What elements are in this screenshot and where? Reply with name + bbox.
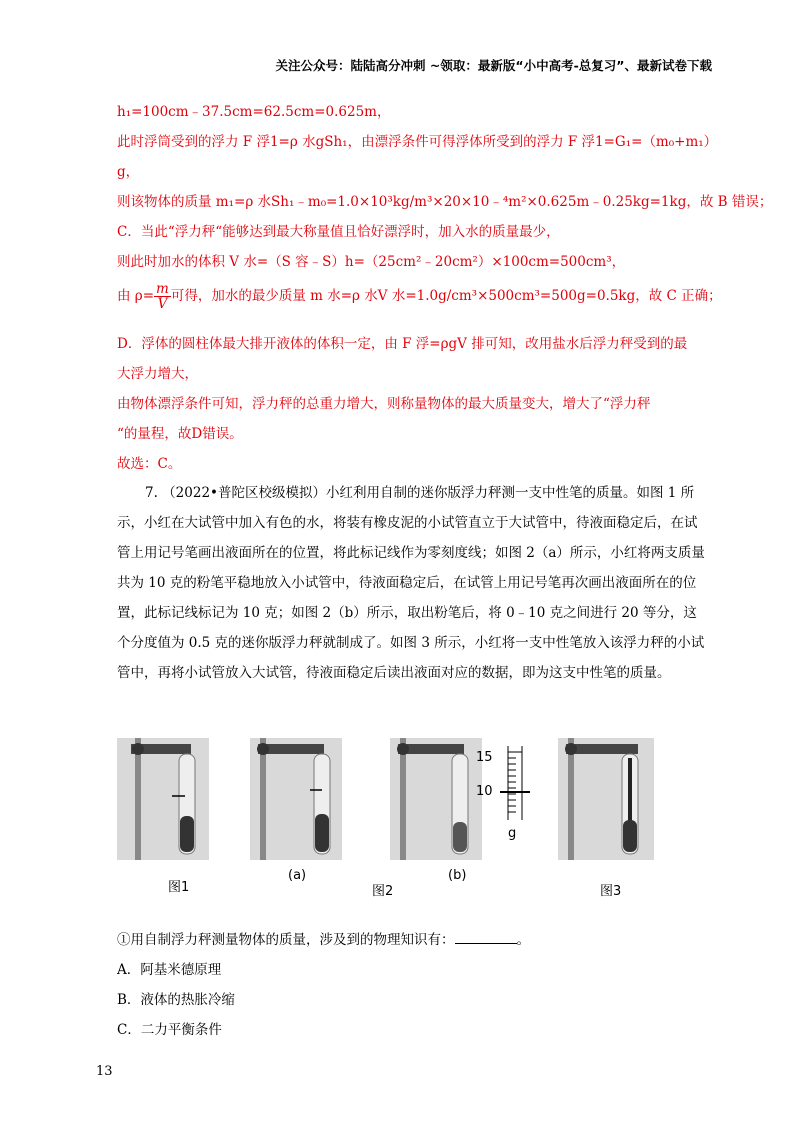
scale-unit: g bbox=[508, 826, 517, 841]
question-text: 7. （2022•普陀区校级模拟）小红利用自制的迷你版浮力秤测一支中性笔的质量。如图 1 所示，小红在大试管中加入有色的水，将装有橡皮泥的小试管直立于大试管中，待液面稳定后，在试管上用记号笔画出液面所在的位置，将此标记线作为零刻度线；如图 2（a）所示，小红将两支质量共为 10 克的粉笔平稳地放入小试管中，待液面稳定后，在试管上用记号笔再次画出液面所在的位置，此标记线标记为 10 克；如图 2（b）所示，取出粉笔后，将 0﹣10 克之间进行 20 等分，这个分度值为 0.5 克的迷你版浮力秤就制成了。如图 3 所示，小红将一支中性笔放入该浮力秤的小试管中，再将小试管放入大试管，待液面稳定后读出液面对应的数据，即为这支中性笔的质量。 bbox=[117, 485, 705, 681]
solution-line: “的量程，故D错误。 bbox=[117, 426, 243, 442]
figure-2a-photo bbox=[250, 738, 342, 860]
question-paragraph bbox=[117, 478, 707, 688]
solution-line: 则此时加水的体积 V 水=（S 容﹣S）h=（25cm²﹣20cm²）×100cm=500cm³， bbox=[117, 254, 626, 270]
figure-2b-photo bbox=[390, 738, 482, 860]
fraction-denominator: V bbox=[157, 296, 168, 312]
option-b: B．液体的热胀冷缩 bbox=[117, 992, 235, 1008]
formula-suffix: 可得，加水的最少质量 m 水=ρ 水V 水=1.0g/cm³×500cm³=500g=0.5kg，故 C 正确； bbox=[170, 288, 722, 304]
figure-2b-caption: (b) bbox=[448, 868, 467, 883]
scale-diagram bbox=[486, 740, 536, 840]
figure-3-photo bbox=[558, 738, 654, 860]
page-header: 关注公众号：陆陆高分冲刺 ~领取：最新版“小中高考-总复习”、最新试卷下载 bbox=[275, 58, 712, 73]
solution-line: h₁=100cm﹣37.5cm=62.5cm=0.625m， bbox=[117, 104, 391, 120]
solution-line: 大浮力增大， bbox=[117, 366, 198, 382]
solution-line: C．当此“浮力秤“能够达到最大称量值且恰好漂浮时，加入水的质量最少， bbox=[117, 224, 560, 240]
solution-line: 此时浮筒受到的浮力 F 浮1=ρ 水gSh₁，由漂浮条件可得浮体所受到的浮力 F 浮1=G₁=（m₀+m₁） bbox=[117, 134, 718, 150]
test-tube-illustration bbox=[250, 738, 342, 860]
figure-1-caption: 图1 bbox=[168, 880, 190, 895]
test-tube-illustration bbox=[558, 738, 654, 860]
solution-line: D．浮体的圆柱体最大排开液体的体积一定，由 F 浮=ρgV 排可知，改用盐水后浮力秤受到的最 bbox=[117, 336, 688, 352]
sub-question-end: 。 bbox=[516, 932, 530, 948]
option-a: A．阿基米德原理 bbox=[117, 962, 222, 978]
test-tube-illustration bbox=[390, 738, 482, 860]
scale-label-10: 10 bbox=[476, 784, 493, 799]
option-c: C．二力平衡条件 bbox=[117, 1022, 222, 1038]
solution-line: 由物体漂浮条件可知，浮力秤的总重力增大，则称量物体的最大质量变大，增大了“浮力秤 bbox=[117, 396, 651, 412]
solution-line-fraction bbox=[117, 282, 722, 311]
fraction bbox=[154, 282, 171, 311]
solution-line: 则该物体的质量 m₁=ρ 水Sh₁﹣m₀=1.0×10³kg/m³×20×10﹣⁴m²×0.625m﹣0.25kg=1kg，故 B 错误； bbox=[117, 194, 773, 210]
sub-question bbox=[117, 928, 530, 948]
sub-question-text: ①用自制浮力秤测量物体的质量，涉及到的物理知识有： bbox=[117, 932, 455, 948]
fraction-numerator: m bbox=[156, 281, 169, 297]
figure-2a-caption: (a) bbox=[288, 868, 307, 883]
answer-blank[interactable] bbox=[455, 931, 517, 944]
formula-prefix: 由 ρ= bbox=[117, 288, 155, 304]
solution-line: g， bbox=[117, 164, 140, 180]
figure-2-caption: 图2 bbox=[372, 884, 394, 899]
scale-label-15: 15 bbox=[476, 750, 493, 765]
page-number: 13 bbox=[96, 1064, 113, 1079]
figure-1-photo bbox=[117, 738, 209, 860]
solution-answer: 故选：C。 bbox=[117, 456, 182, 472]
figure-3-caption: 图3 bbox=[600, 884, 622, 899]
test-tube-illustration bbox=[117, 738, 209, 860]
